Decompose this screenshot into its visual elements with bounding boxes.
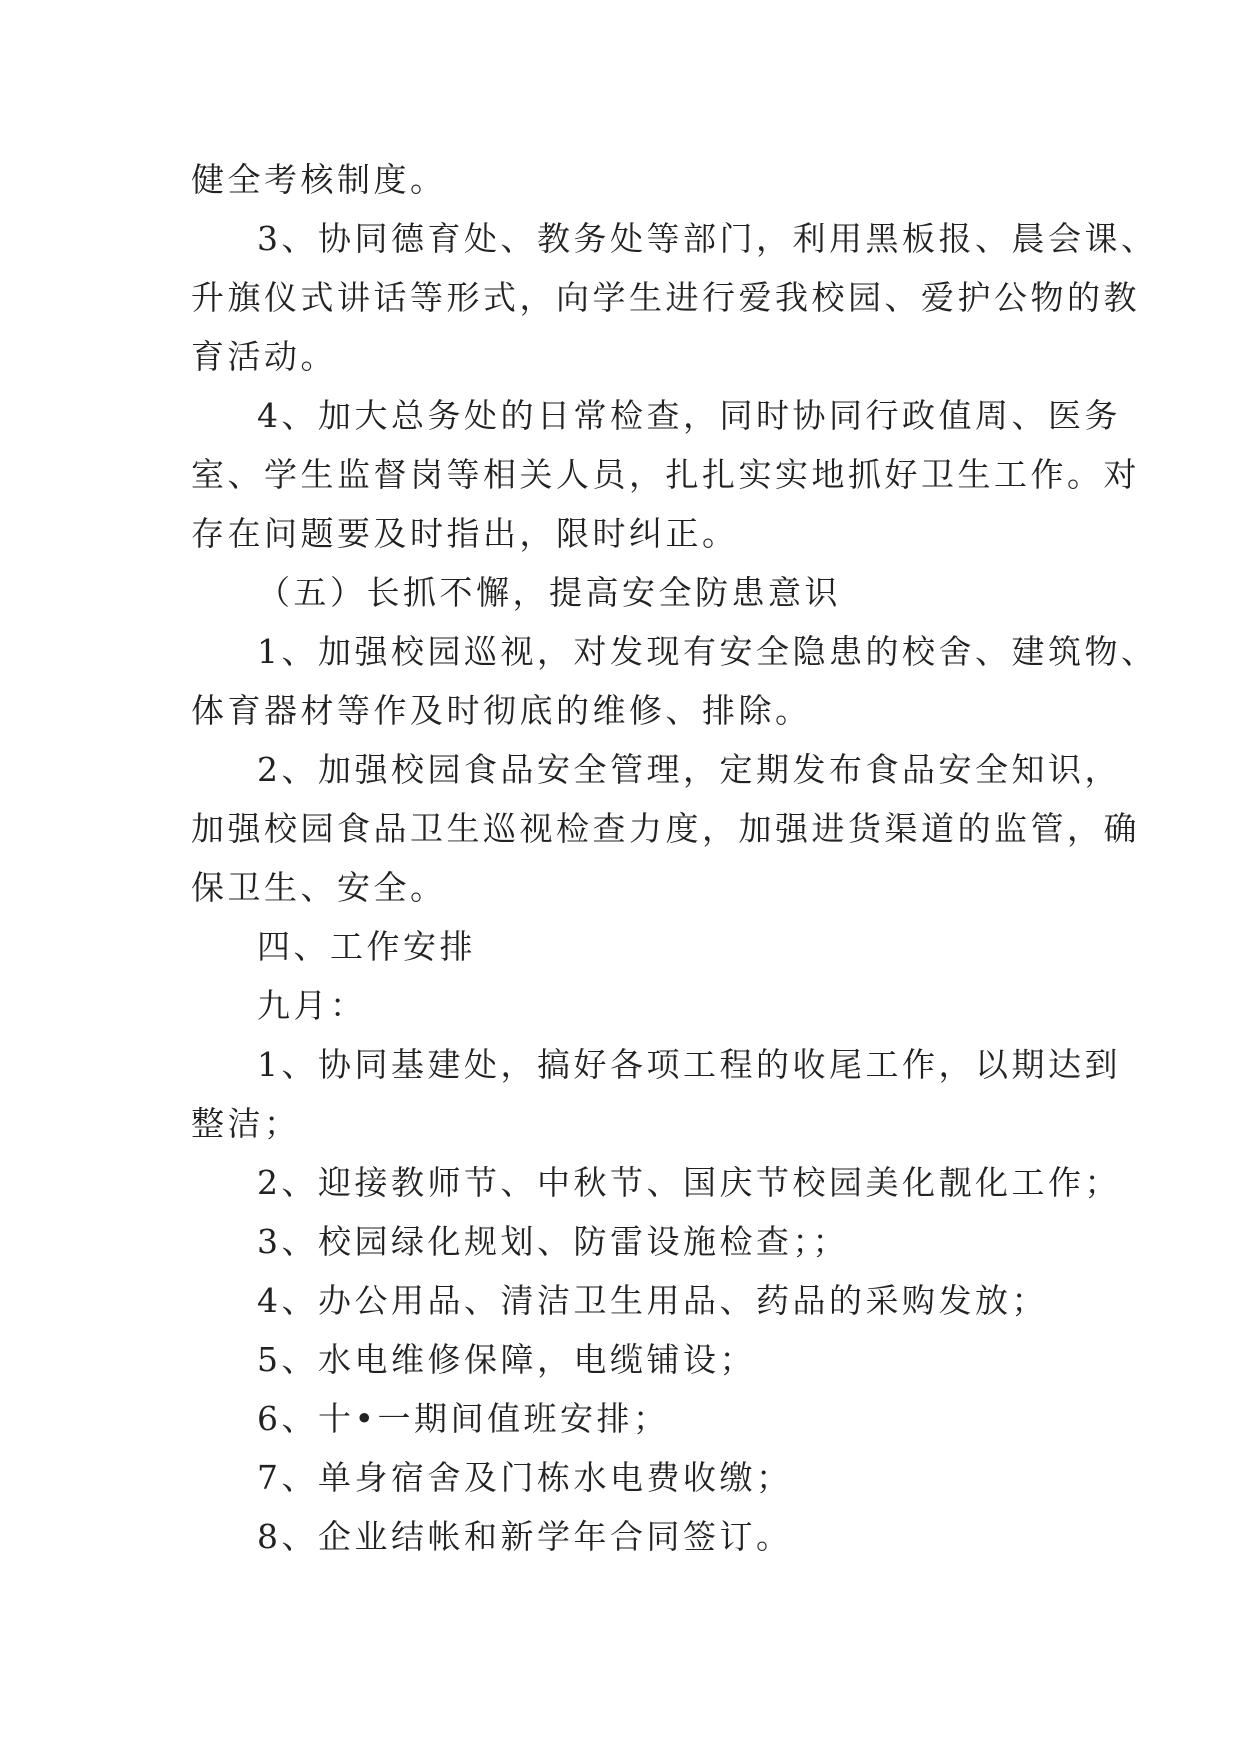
text-line: 健全考核制度。 [191, 160, 447, 199]
section-heading: （五）长抓不懈，提高安全防患意识 [257, 573, 841, 612]
list-item: 6、十•一期间值班安排； [257, 1399, 670, 1438]
list-item: 1、协同基建处，搞好各项工程的收尾工作，以期达到 [257, 1045, 1121, 1084]
list-item: 4、办公用品、清洁卫生用品、药品的采购发放； [257, 1281, 1048, 1320]
list-item: 8、企业结帐和新学年合同签订。 [257, 1517, 793, 1556]
section-heading: 四、工作安排 [257, 927, 476, 966]
list-item-continuation: 整洁； [191, 1104, 301, 1143]
month-heading: 九月： [257, 986, 367, 1025]
list-item: 2、迎接教师节、中秋节、国庆节校园美化靓化工作； [257, 1163, 1121, 1202]
text-line: 1、加强校园巡视，对发现有安全隐患的校舍、建筑物、 [257, 632, 1158, 671]
list-item: 3、校园绿化规划、防雷设施检查；； [257, 1222, 849, 1261]
text-line: 2、加强校园食品安全管理，定期发布食品安全知识， [257, 750, 1121, 789]
text-line: 加强校园食品卫生巡视检查力度，加强进货渠道的监管，确 [191, 809, 1140, 848]
document-body [191, 150, 1158, 1566]
text-line: 体育器材等作及时彻底的维修、排除。 [191, 691, 812, 730]
text-line: 育活动。 [191, 337, 337, 376]
text-line: 保卫生、安全。 [191, 868, 447, 907]
text-line: 室、学生监督岗等相关人员，扎扎实实地抓好卫生工作。对 [191, 455, 1140, 494]
text-line: 升旗仪式讲话等形式，向学生进行爱我校园、爱护公物的教 [191, 278, 1140, 317]
text-line: 4、加大总务处的日常检查，同时协同行政值周、医务 [257, 396, 1121, 435]
text-line: 3、协同德育处、教务处等部门，利用黑板报、晨会课、 [257, 219, 1158, 258]
list-item: 5、水电维修保障，电缆铺设； [257, 1340, 756, 1379]
list-item: 7、单身宿舍及门栋水电费收缴； [257, 1458, 793, 1497]
text-line: 存在问题要及时指出，限时纠正。 [191, 514, 739, 553]
